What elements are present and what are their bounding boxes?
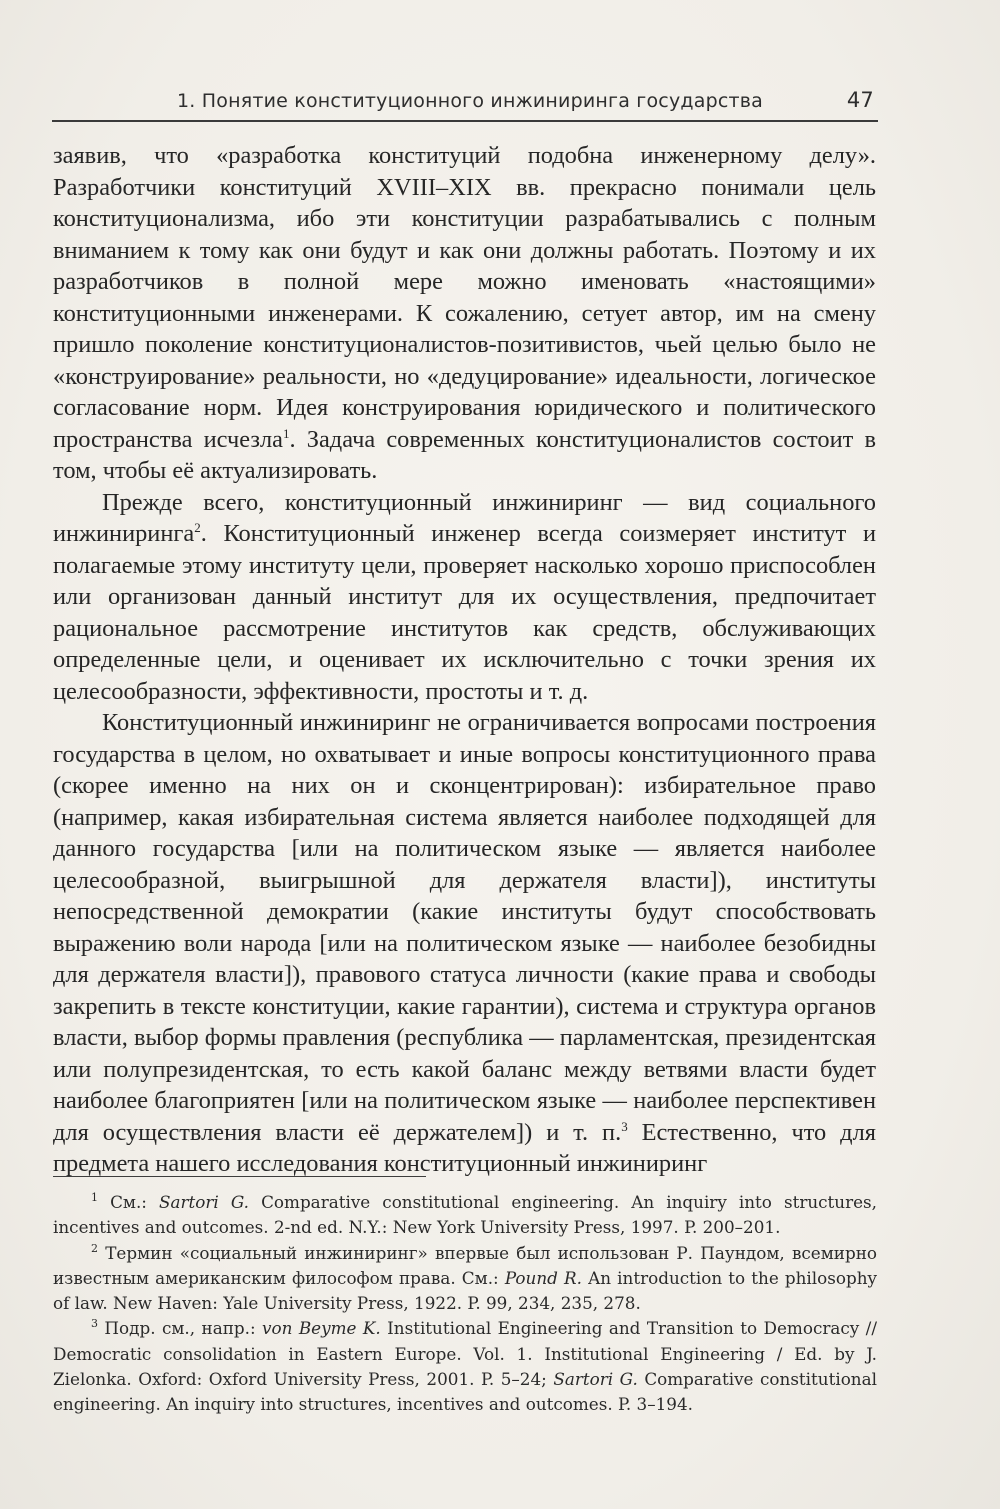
footnote-2-author: Pound R. — [504, 1267, 582, 1288]
footnote-2 — [53, 1241, 877, 1317]
footnote-1-mark: 1 — [91, 1191, 98, 1204]
footnote-3-author: Sartori G. — [553, 1369, 638, 1390]
footnote-1-author: Sartori G. — [159, 1192, 250, 1212]
footnote-reference-3: 3 — [621, 1118, 628, 1134]
paragraph-1 — [53, 140, 876, 487]
footnote-3-mark: 3 — [91, 1317, 98, 1331]
footnote-3-author: von Beyme K. — [262, 1318, 381, 1339]
page-number: 47 — [846, 88, 874, 112]
footnote-3-seg: Подр. см., напр.: — [98, 1318, 263, 1339]
running-title: 1. Понятие конституционного инжиниринга государства — [177, 90, 763, 112]
paragraph-3 — [53, 707, 876, 1180]
footnote-reference-1: 1 — [283, 425, 290, 441]
footnotes — [53, 1190, 877, 1418]
footnote-2-mark: 2 — [91, 1241, 98, 1255]
paragraph-3-text-b: Естественно, что для предмета нашего исследования конституционный инжиниринг — [53, 1118, 876, 1177]
running-head — [52, 84, 878, 122]
paragraph-2 — [53, 487, 876, 708]
paragraph-3-text-a: Конституционный инжиниринг не ограничивается вопросами построения государства в целом, но охватывает и иные вопросы конституционного права (скорее именно на них он и сконцентрирован): избирательное право (например, какая избирательная система является наиболее подходящей для данного государства [или на политическом языке — является наиболее целесообразной, выигрышной для держателя власти]), институты непосредственной демократии (какие институты будут способствовать выражению воли народа [или на политическом языке — наиболее безобидны для держателя власти]), правового статуса личности (какие права и свободы закрепить в тексте конституции, какие гарантии), система и структура органов власти, выбор формы правления (республика — парламентская, президентская или полупрезидентская, то есть какой баланс между ветвями власти будет наиболее благоприятен [или на политическом языке — наиболее перспективен для осуществления власти её держателем]) и т. п. — [53, 709, 876, 1146]
paragraph-1-text-a: заявив, что «разработка конституций подобна инженерному делу». Разработчики конституций XVIII–XIX вв. прекрасно понимали цель конституционализма, ибо эти конституции разрабатывались с полным вниманием к тому как они будут и как они должны работать. Поэтому и их разработчиков в полной мере можно именовать «настоящими» конституционными инженерами. К сожалению, сетует автор, им на смену пришло поколение конституционалистов-позитивистов, чьей целью было не «конструирование» реальности, но «дедуцирование» идеальности, логическое согласование норм. Идея конструирования юридического и политического пространства исчезла — [53, 142, 876, 453]
footnote-reference-2: 2 — [194, 520, 201, 535]
footnote-3 — [53, 1316, 877, 1417]
footnote-2-seg: Термин «социальный инжиниринг» впервые был использован Р. Паундом, всемирно известным американским философом права. См.: — [53, 1242, 877, 1288]
paragraph-1-text-b: . Задача современных конституционалистов состоит в том, чтобы её актуализировать. — [53, 425, 876, 484]
footnote-separator — [53, 1176, 426, 1177]
footnote-1 — [53, 1190, 877, 1241]
paragraph-2-text-b: . Конституционный инженер всегда соизмеряет институт и полагаемые этому институту цели, проверяет насколько хорошо приспособлен или организован данный институт для их осуществления, предпочитает рациональное рассмотрение институтов как средств, обслуживающих определенные цели, и оценивает их исключительно с точки зрения их целесообразности, эффективности, простоты и т. д. — [53, 520, 876, 705]
paragraph-2-text-a: Прежде всего, конституционный инжиниринг — вид социального инжиниринга — [53, 488, 876, 547]
footnote-2-seg: An introduction to the philosophy of law. New Haven: Yale University Press, 1922. P. 99, 234, 235, 278. — [53, 1267, 878, 1314]
footnote-1-seg: Comparative constitutional engineering. An inquiry into structures, incentives and outcomes. 2-nd ed. N.Y.: New York University Press, 1997. P. 200–201. — [53, 1192, 878, 1238]
main-text — [53, 140, 876, 1180]
footnote-1-seg: См.: — [98, 1192, 160, 1212]
footnote-3-seg: Comparative constitutional engineering. An inquiry into structures, incentives and outcomes. P. 3–194. — [53, 1369, 877, 1415]
footnote-3-seg: Institutional Engineering and Transition to Democracy // Democratic consolidation in Eastern Europe. Vol. 1. Institutional Engineering / Ed. by J. Zielonka. Oxford: Oxford University Press, 2001. P. 5–24; — [53, 1318, 877, 1390]
